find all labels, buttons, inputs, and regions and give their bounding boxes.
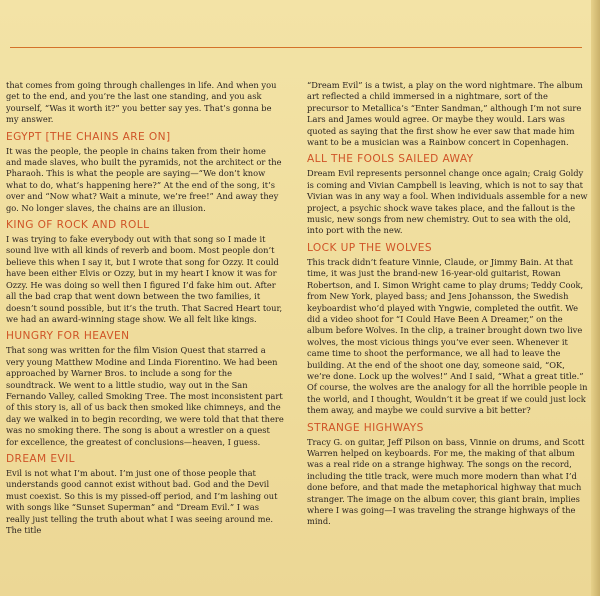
section-title: STRANGE HIGHWAYS (307, 421, 424, 434)
section-body: That song was written for the film Vision Quest that starred a very young Matthew Modine and Linda Fiorentino. We had been approached by Warner Bros. to include a song for the soundtrack. We went to a little studio, way out in the San Fernando Valley, called Smoking Tree. The most inconsistent part of this story is, all of us back then smoked like chimneys, and the day we walked in to begin recording, we were told that that there was no smoking there. The song is about a wrestler on a quest for excellence, the greatest of conclusions—heaven, I guess. (6, 345, 284, 447)
section-title: EGYPT [THE CHAINS ARE ON] (6, 130, 171, 143)
section-body: Tracy G. on guitar, Jeff Pilson on bass, Vinnie on drums, and Scott Warren helped on keyboards. For me, the making of that album was a real ride on a strange highway. The songs on the record, including the title track, were much more modern than what I’d done before, and that made the metaphorical highway that much stranger. The image on the album cover, this giant brain, implies where I was going—I was traveling the strange highways of the mind. (307, 436, 585, 527)
section-body: Dream Evil represents personnel change once again; Craig Goldy is coming and Vivian Campbell is leaving, which is not to say that Vivian was in any way a fool. When individuals assemble for a new project, a psychic shock wave takes place, and the fallout is the music, new songs from new chemistry. Out to sea with the old, into port with the new. (307, 168, 588, 236)
section-title: LOCK UP THE WOLVES (307, 241, 432, 254)
section-body: This track didn’t feature Vinnie, Claude, or Jimmy Bain. At that time, it was just the brand-new 16-year-old guitarist, Rowan Robertson, and I. Simon Wright came to play drums; Teddy Cook, from New York, played bass; and Jens Johansson, the Swedish keyboardist who’d played with Yngwie, completed the outfit. We did a video shoot for “I Could Have Been A Dreamer,” on the album before Wolves. In the clip, a trainer brought down two live wolves, the most vicious things you’ve ever seen. Whenever it came time to shoot the performance, we all had to leave the building. At the end of the shoot one day, someone said, “OK, we’re done. Lock up the wolves!” And I said, “What a great title.” Of course, the wolves are the analogy for all the horrible people in the world, and I thought, Wouldn’t it be great if we could just lock them away, and maybe we could survive a bit better? (307, 256, 588, 416)
section-body: Evil is not what I’m about. I’m just one of those people that understands good cannot exist without bad. God and the Devil must coexist. So this is my pissed-off period, and I’m lashing out with songs like “Sunset Superman” and “Dream Evil.” I was really just telling the truth about what I was seeing around me. The title (6, 467, 278, 535)
right-column (307, 80, 589, 528)
section-body: It was the people, the people in chains taken from their home and made slaves, who built the pyramids, not the architect or the Pharaoh. This is what the people are saying—“We don’t know what to do, what’s happening here?” At the end of the song, it’s over and “Now what? Wait a minute, we’re free!” And away they go. No longer slaves, the chains are an illusion. (6, 145, 282, 213)
section-title: ALL THE FOOLS SAILED AWAY (307, 153, 474, 166)
section-hungry-for-heaven (6, 330, 284, 448)
section-title: KING OF ROCK AND ROLL (6, 219, 150, 232)
right-intro-text: “Dream Evil” is a twist, a play on the word nightmare. The album art reflected a child immersed in a nightmare, sort of the precursor to Metallica’s “Enter Sandman,” although I’m not sure Lars and James would agree. Or maybe they would. Lars was quoted as saying that the first show he ever saw that made him want to be a musician was a Rainbow concert in Copenhagen. (307, 80, 583, 148)
section-strange-highways (307, 422, 589, 528)
section-all-the-fools-sailed-away (307, 153, 589, 236)
section-king-of-rock-and-roll (6, 219, 284, 325)
section-title: DREAM EVIL (6, 452, 75, 465)
section-dream-evil (6, 453, 284, 536)
section-egypt (6, 131, 284, 214)
section-lock-up-the-wolves (307, 242, 589, 417)
section-body: I was trying to fake everybody out with that song so I made it sound live with all kinds of reverb and boom. Most people don’t believe this when I say it, but I wrote that song for Ozzy. It could have been either Elvis or Ozzy, but in my heart I know it was for Ozzy. He was doing so well then I figured I’d fake him out. After all the bad crap that went down between the two families, it doesn’t sound possible, but it’s the truth. That Sacred Heart tour, we had an award-winning stage show. We all felt like kings. (6, 234, 283, 324)
page-edge (591, 0, 600, 596)
left-column (6, 80, 284, 536)
left-intro-text: that comes from going through challenges in life. And when you get to the end, and you’re the last one standing, and you ask yourself, “Was it worth it?” you better say yes. That’s gonna be my answer. (6, 80, 277, 125)
section-title: HUNGRY FOR HEAVEN (6, 330, 130, 343)
header-rule (10, 47, 582, 48)
